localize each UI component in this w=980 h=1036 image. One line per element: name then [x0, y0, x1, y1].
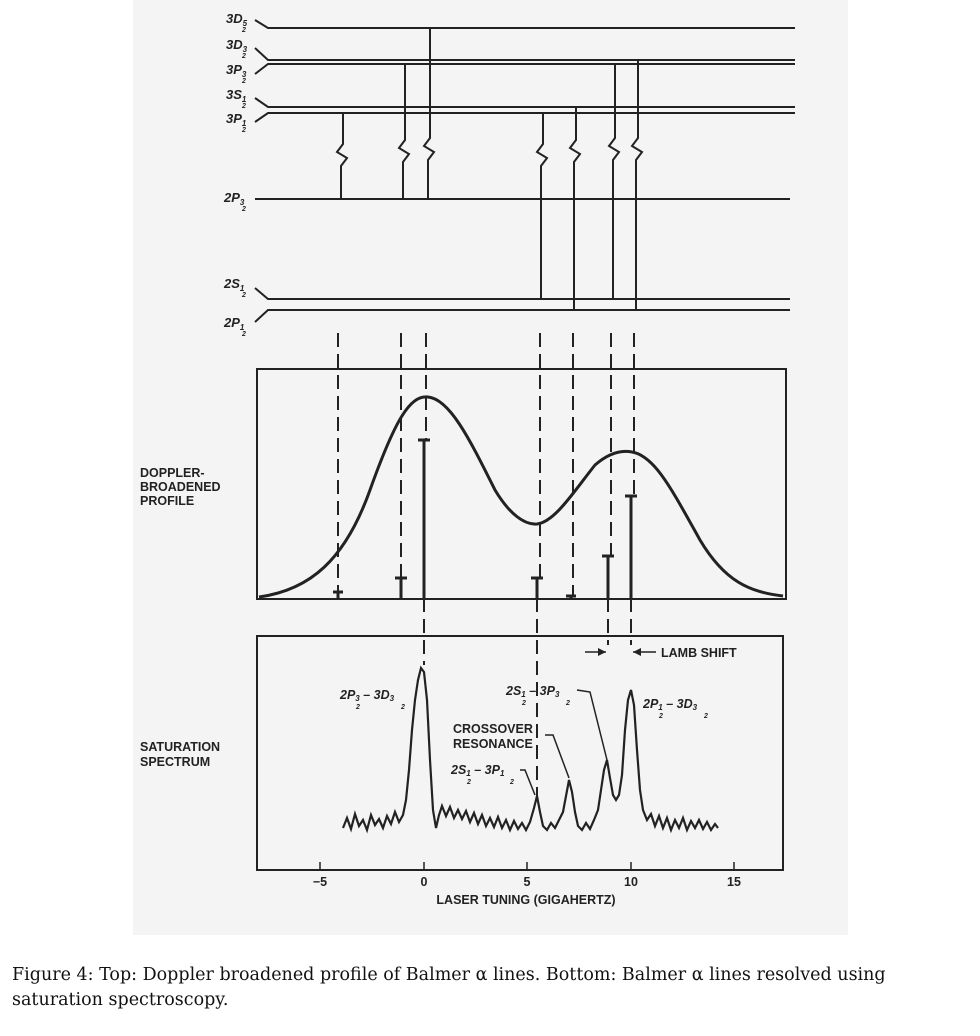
energy-levels: [255, 20, 795, 322]
crossover-leader: [545, 735, 569, 778]
saturation-label: [140, 740, 220, 769]
doppler-label-line-2: BROADENED: [140, 480, 221, 494]
level-label-3d32-den: 2: [242, 53, 246, 60]
x-axis-label: LASER TUNING (GIGAHERTZ): [436, 893, 616, 907]
crossover-line-2: RESONANCE: [453, 737, 533, 751]
figure-caption: Figure 4: Top: Doppler broadened profile of Balmer α lines. Bottom: Balmer α lines resolved using saturation spectroscopy.: [12, 965, 886, 1010]
svg-text:2: 2: [510, 779, 514, 786]
peak-c-leader: [520, 770, 535, 795]
lamb-shift-annotation: [585, 646, 737, 660]
x-tick-label-0: 0: [420, 875, 428, 889]
level-labels: [223, 11, 248, 338]
peak-label-2p32-3d52: [339, 688, 405, 711]
svg-text:2: 2: [566, 700, 570, 707]
lamb-arrow-right-head: [633, 648, 641, 656]
level-label-2p12: $2P_1$: [224, 315, 245, 332]
doppler-label: [140, 466, 221, 508]
svg-text:2: 2: [356, 704, 360, 711]
level-line-3p12: [255, 113, 795, 122]
level-line-2p12: [255, 310, 790, 322]
transition-2: [399, 64, 409, 199]
x-tick-label-15: 15: [727, 875, 741, 889]
svg-text:2S1 – 3P1: 2S1 – 3P1: [451, 763, 505, 778]
level-line-2s12: [255, 288, 790, 299]
level-label-2p32: $2P_3$: [224, 190, 245, 207]
level-label-2p12-den: 2: [242, 331, 246, 338]
level-label-3d32: $3D_3$: [226, 37, 248, 54]
level-label-3p12-den: 2: [242, 127, 246, 134]
transition-1: [337, 113, 347, 199]
level-label-3p32: $3P_3$: [226, 62, 247, 79]
svg-text:2: 2: [522, 700, 526, 707]
crossover-line-1: CROSSOVER: [453, 722, 533, 736]
svg-text:2: 2: [467, 779, 471, 786]
svg-text:2P1 – 3D3: 2P1 – 3D3: [643, 697, 698, 712]
saturation-label-line-1: SATURATION: [140, 740, 221, 754]
doppler-component-6: [602, 556, 614, 599]
transition-6: [609, 64, 619, 299]
doppler-component-7: [625, 496, 637, 599]
level-label-3p32-den: 2: [242, 78, 246, 85]
doppler-component-3: [418, 440, 430, 599]
lamb-shift-label: LAMB SHIFT: [661, 646, 737, 660]
level-label-3p12: $3P_1$: [226, 111, 247, 128]
saturation-panel-frame: [257, 636, 783, 870]
svg-text:2: 2: [704, 713, 708, 720]
peak-b-leader: [577, 690, 607, 760]
level-label-3d52: $3D_5$: [226, 11, 248, 28]
x-tick-label-neg5: −5: [312, 875, 328, 889]
saturation-label-line-2: SPECTRUM: [140, 755, 211, 769]
svg-text:2S1 – 3P3: 2S1 – 3P3: [506, 684, 560, 699]
x-axis-ticks: [320, 862, 734, 870]
svg-text:2: 2: [659, 713, 663, 720]
level-label-2s12-den: 2: [242, 292, 246, 299]
level-line-3d32: [255, 48, 795, 60]
transitions: [337, 28, 642, 310]
doppler-component-2: [395, 578, 407, 599]
peak-label-2p12-3d32: [642, 697, 708, 720]
x-axis-tick-labels: [313, 875, 741, 889]
transition-5: [570, 107, 580, 310]
level-label-3s12-den: 2: [242, 103, 246, 110]
x-tick-label-10: 10: [624, 875, 638, 889]
transition-4: [537, 113, 547, 299]
doppler-label-line-3: PROFILE: [140, 494, 195, 508]
level-label-3s12: $3S_1$: [226, 87, 247, 104]
level-label-2s12: $2S_1$: [224, 276, 245, 293]
level-label-2p32-den: 2: [242, 206, 246, 213]
doppler-component-1: [333, 592, 343, 599]
doppler-panel-frame: [257, 369, 786, 599]
doppler-component-4: [531, 578, 543, 599]
level-label-3d52-den: 2: [242, 27, 246, 34]
peak-label-2s12-3p12: [450, 763, 535, 795]
x-tick-label-5: 5: [523, 875, 531, 889]
lamb-arrow-left-head: [598, 648, 606, 656]
level-line-3d52: [255, 20, 795, 28]
level-line-3p32: [255, 64, 795, 74]
svg-text:2: 2: [401, 704, 405, 711]
level-line-3s12: [255, 98, 795, 107]
transition-7: [632, 60, 642, 310]
doppler-label-line-1: DOPPLER-: [140, 466, 205, 480]
svg-text:2P3 – 3D3: 2P3 – 3D3: [340, 688, 395, 703]
